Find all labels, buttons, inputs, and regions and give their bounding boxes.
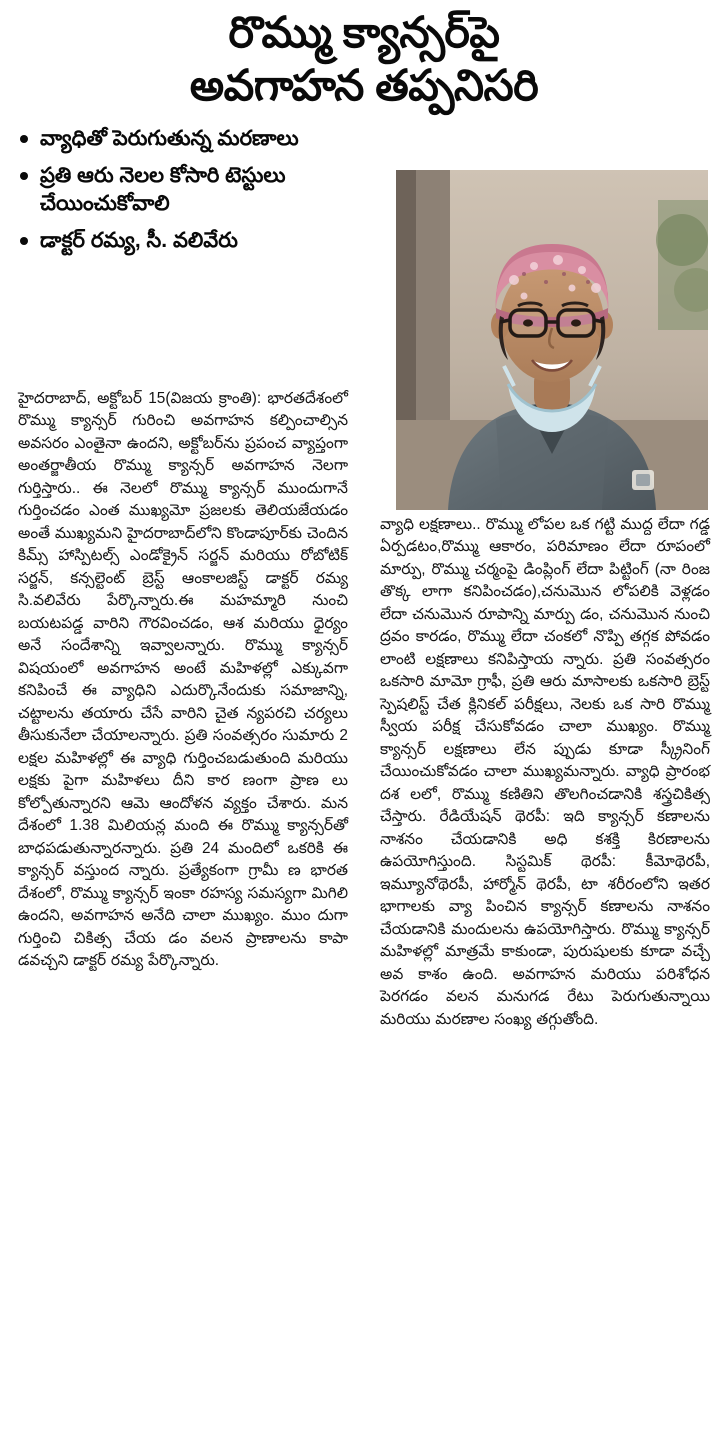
page-title [18,8,710,111]
bullet-dot-icon [20,135,28,143]
bullet-dot-icon [20,172,28,180]
list-item [18,162,370,217]
list-item [18,227,370,255]
article-text-left: హైదరాబాద్, అక్టోబర్ 15(విజయ క్రాంతి): భారతదేశంలో రొమ్ము క్యాన్సర్ గురించి అవగాహన కల్పించాల్సిన అవసరం ఎంతైనా ఉందని, అక్టోబర్‌ను ప్రపంచ వ్యాప్తంగా అంతర్జాతీయ రొమ్ము క్యాన్సర్ అవగాహన నెలగా గుర్తిస్తారు.. ఈ నెలలో రొమ్ము క్యాన్సర్ ముందుగానే గుర్తించడం ఎంత ముఖ్యమో ప్రజలకు తెలియజేయడం అంతే ముఖ్యమని హైదరాబాద్‌లోని కొండాపూర్‌కు చెందిన కిమ్స్ హాస్పిటల్స్ ఎండోక్రైన్ సర్జన్ మరియు రోబోటిక్ సర్జన్, కన్సల్టెంట్ బ్రెస్ట్ ఆంకాలజిస్ట్ డాక్టర్ రమ్య సి.వలివేరు పేర్కొన్నారు.ఈ మహమ్మారి నుంచి బయటపడ్డ వారిని గౌరవించడం, ఆశ మరియు ధైర్యం అనే సందేశాన్ని ఇవ్వాలన్నారు. రొమ్ము క్యాన్సర్ విషయంలో అవగాహన అంటే మహిళల్లో ఎక్కువగా కనిపించే ఈ వ్యాధిని ఎదుర్కొనేందుకు సమాజాన్ని, చట్టాలను తయారు చేసే వారిని చైత న్యపరచి చర్యలు తీసుకునేలా చేయాలన్నారు. ప్రతి సంవత్సరం సుమారు 2 లక్షల మహిళల్లో ఈ వ్యాధి గుర్తించబడుతుంది మరియు లక్షకు పైగా మహిళలు దీని కార ణంగా ప్రాణ లు కోల్పోతున్నారని ఆమె ఆందోళన వ్యక్తం చేశారు. మన దేశంలో 1.38 మిలియన్ల మంది ఈ రొమ్ము క్యాన్సర్‌తో బాధపడుతున్నారన్నారు. ప్రతి 24 మందిలో ఒకరికి ఈ క్యాన్సర్ వస్తుంద న్నారు. ప్రత్యేకంగా గ్రామీ ణ భారత దేశంలో, రొమ్ము క్యాన్సర్ ఇంకా రహస్య సమస్యగా మిగిలి ఉందని, అవగాహన అనేది చాలా ముఖ్యం. ముం దుగా గుర్తించి చికిత్స చేయ డం వలన ప్రాణాలను కాపా డవచ్చని డాక్టర్ రమ్య పేర్కొన్నారు. [18,390,348,970]
list-item-label: డాక్టర్ రమ్య, సీ. వలివేరు [40,228,238,252]
highlights-list [18,125,370,254]
list-item-label: ప్రతి ఆరు నెలల కోసారి టెస్టులు చేయించుకోవాలి [40,164,286,215]
article-body [18,388,710,1428]
article-text-right: వ్యాధి లక్షణాలు.. రొమ్ము లోపల ఒక గట్టి ముద్ద లేదా గడ్డ ఏర్పడటం,రొమ్ము ఆకారం, పరిమాణం లేదా రూపంలో మార్పు, రొమ్ము చర్మంపై డింప్లింగ్ లేదా పిట్టింగ్ (నా రింజ తొక్క లాగా కనిపించడం),చనుమొన లోపలికి వెళ్లడం లేదా చనుమొన రూపాన్ని మార్పు డం, చనుమొన నుంచి ద్రవం కారడం, రొమ్ము లేదా చంకలో నొప్పి తగ్గక పోవడం లాంటి లక్షణాలు కనిపిస్తాయ న్నారు. ప్రతి సంవత్సరం ఒకసారి మామో గ్రాఫీ, ప్రతి ఆరు మాసాలకు ఒకసారి బ్రెస్ట్ స్పెషలిస్ట్ చేత క్లినికల్ పరీక్షలు, నెలకు ఒక సారి రొమ్ము స్వీయ పరీక్ష చేసుకోవడం చాలా ముఖ్యం. రొమ్ము క్యాన్సర్ లక్షణాలు లేన ప్పుడు కూడా స్క్రీనింగ్ చేయించుకోవడం చాలా ముఖ్యమన్నారు. వ్యాధి ప్రారంభ దశ లలో, రొమ్ము కణితిని తొలగించడానికి శస్త్రచికిత్స చేస్తారు. రేడియేషన్ థెరపీ: ఇది క్యాన్సర్ కణాలను నాశనం చేయడానికి అధి కశక్తి కిరణాలను ఉపయోగిస్తుంది. సిస్టమిక్ థెరపీ: కీమోథెరపీ, ఇమ్యూనోథెరపీ, హార్మోన్ థెరపీ, టా శరీరంలోని ఇతర భాగాలకు వ్యా పించిన క్యాన్సర్ కణాలను నాశనం చేయడానికి మందులను ఉపయోగిస్తారు. రొమ్ము క్యాన్సర్ మహిళల్లో మాత్రమే కాకుండా, పురుషులకు కూడా వచ్చే అవ కాశం ఉంది. అవగాహన మరియు పరిశోధన పెరగడం వలన మనుగడ రేటు పెరుగుతున్నాయి మరియు మరణాల సంఖ్య తగ్గుతోంది. [380,516,710,1028]
headline-line-1: రొమ్ము క్యాన్సర్‌పై [228,9,500,57]
bullet-dot-icon [20,237,28,245]
article-column-right [380,514,710,1031]
list-item-label: వ్యాధితో పెరుగుతున్న మరణాలు [40,127,299,151]
article-column-left [18,388,348,973]
headline-line-2: అవగాహన తప్పనిసరి [189,61,539,110]
list-item [18,125,370,153]
